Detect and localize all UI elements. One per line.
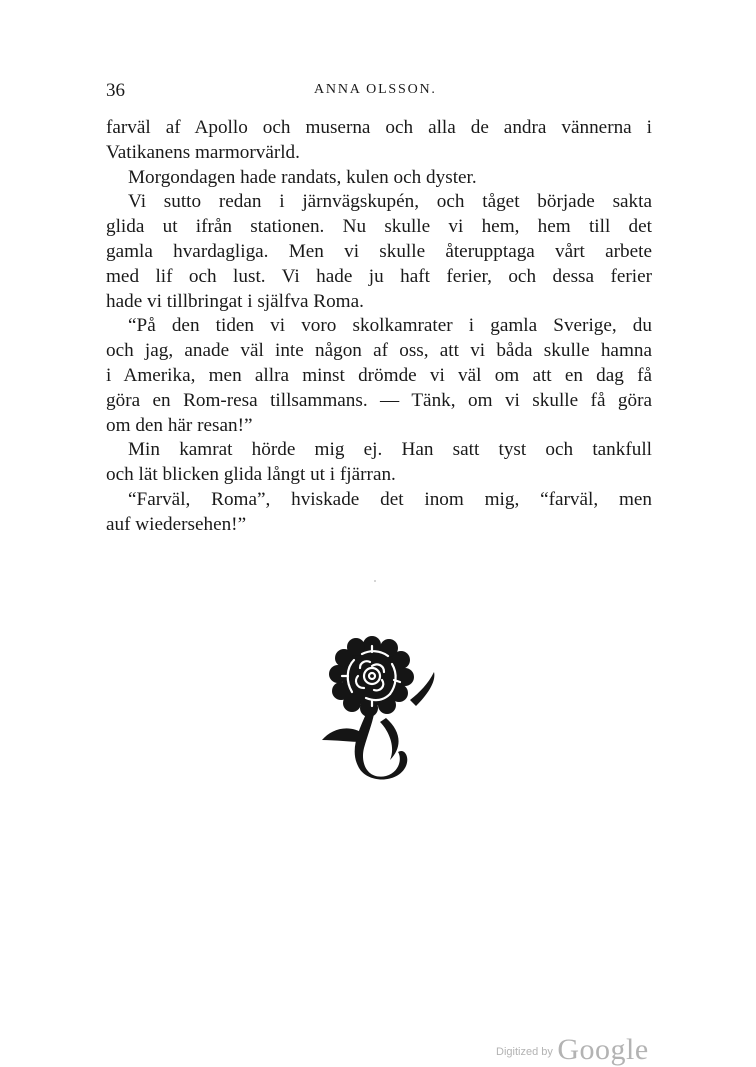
body-text [106,116,652,538]
text-line: Min kamrat hörde mig ej. Han satt tyst och tankfull [128,439,652,461]
text-line: Morgondagen hade randats, kulen och dyster. [128,166,477,188]
digitized-by-google-watermark [496,1033,649,1067]
page-number: 36 [106,80,125,101]
text-line: och jag, anade väl inte någon af oss, att vi båda skulle hamna [106,340,652,362]
text-line: glida ut ifrån stationen. Nu skulle vi hem, hem till det [106,216,652,238]
text-line: “På den tiden vi voro skolkamrater i gamla Sverige, du [128,315,652,337]
text-line: om den här resan!” [106,414,253,436]
text-line: hade vi tillbringat i själfva Roma. [106,290,364,312]
text-line: med lif och lust. Vi hade ju haft ferier, och dessa ferier [106,265,652,287]
running-title: ANNA OLSSON. [314,82,437,97]
text-line: Vi sutto redan i järnvägskupén, och tåget började sakta [128,191,652,213]
text-line: och lät blicken glida långt ut i fjärran. [106,464,396,486]
text-line: gamla hvardagliga. Men vi skulle återupptaga vårt arbete [106,240,652,262]
text-line: göra en Rom-resa tillsammans. — Tänk, om vi skulle få göra [106,389,652,411]
text-line: auf wiedersehen!” [106,513,247,535]
text-line: “Farväl, Roma”, hviskade det inom mig, “farväl, men [128,488,652,510]
print-speck [374,580,376,582]
flower-ornament-icon [306,636,446,800]
text-line: Vatikanens marmorvärld. [106,141,300,163]
text-line: i Amerika, men allra minst drömde vi väl om att en dag få [106,364,652,386]
watermark-prefix: Digitized by [496,1046,553,1058]
watermark-brand: Google [557,1033,649,1066]
text-line: farväl af Apollo och muserna och alla de andra vännerna i [106,117,652,138]
